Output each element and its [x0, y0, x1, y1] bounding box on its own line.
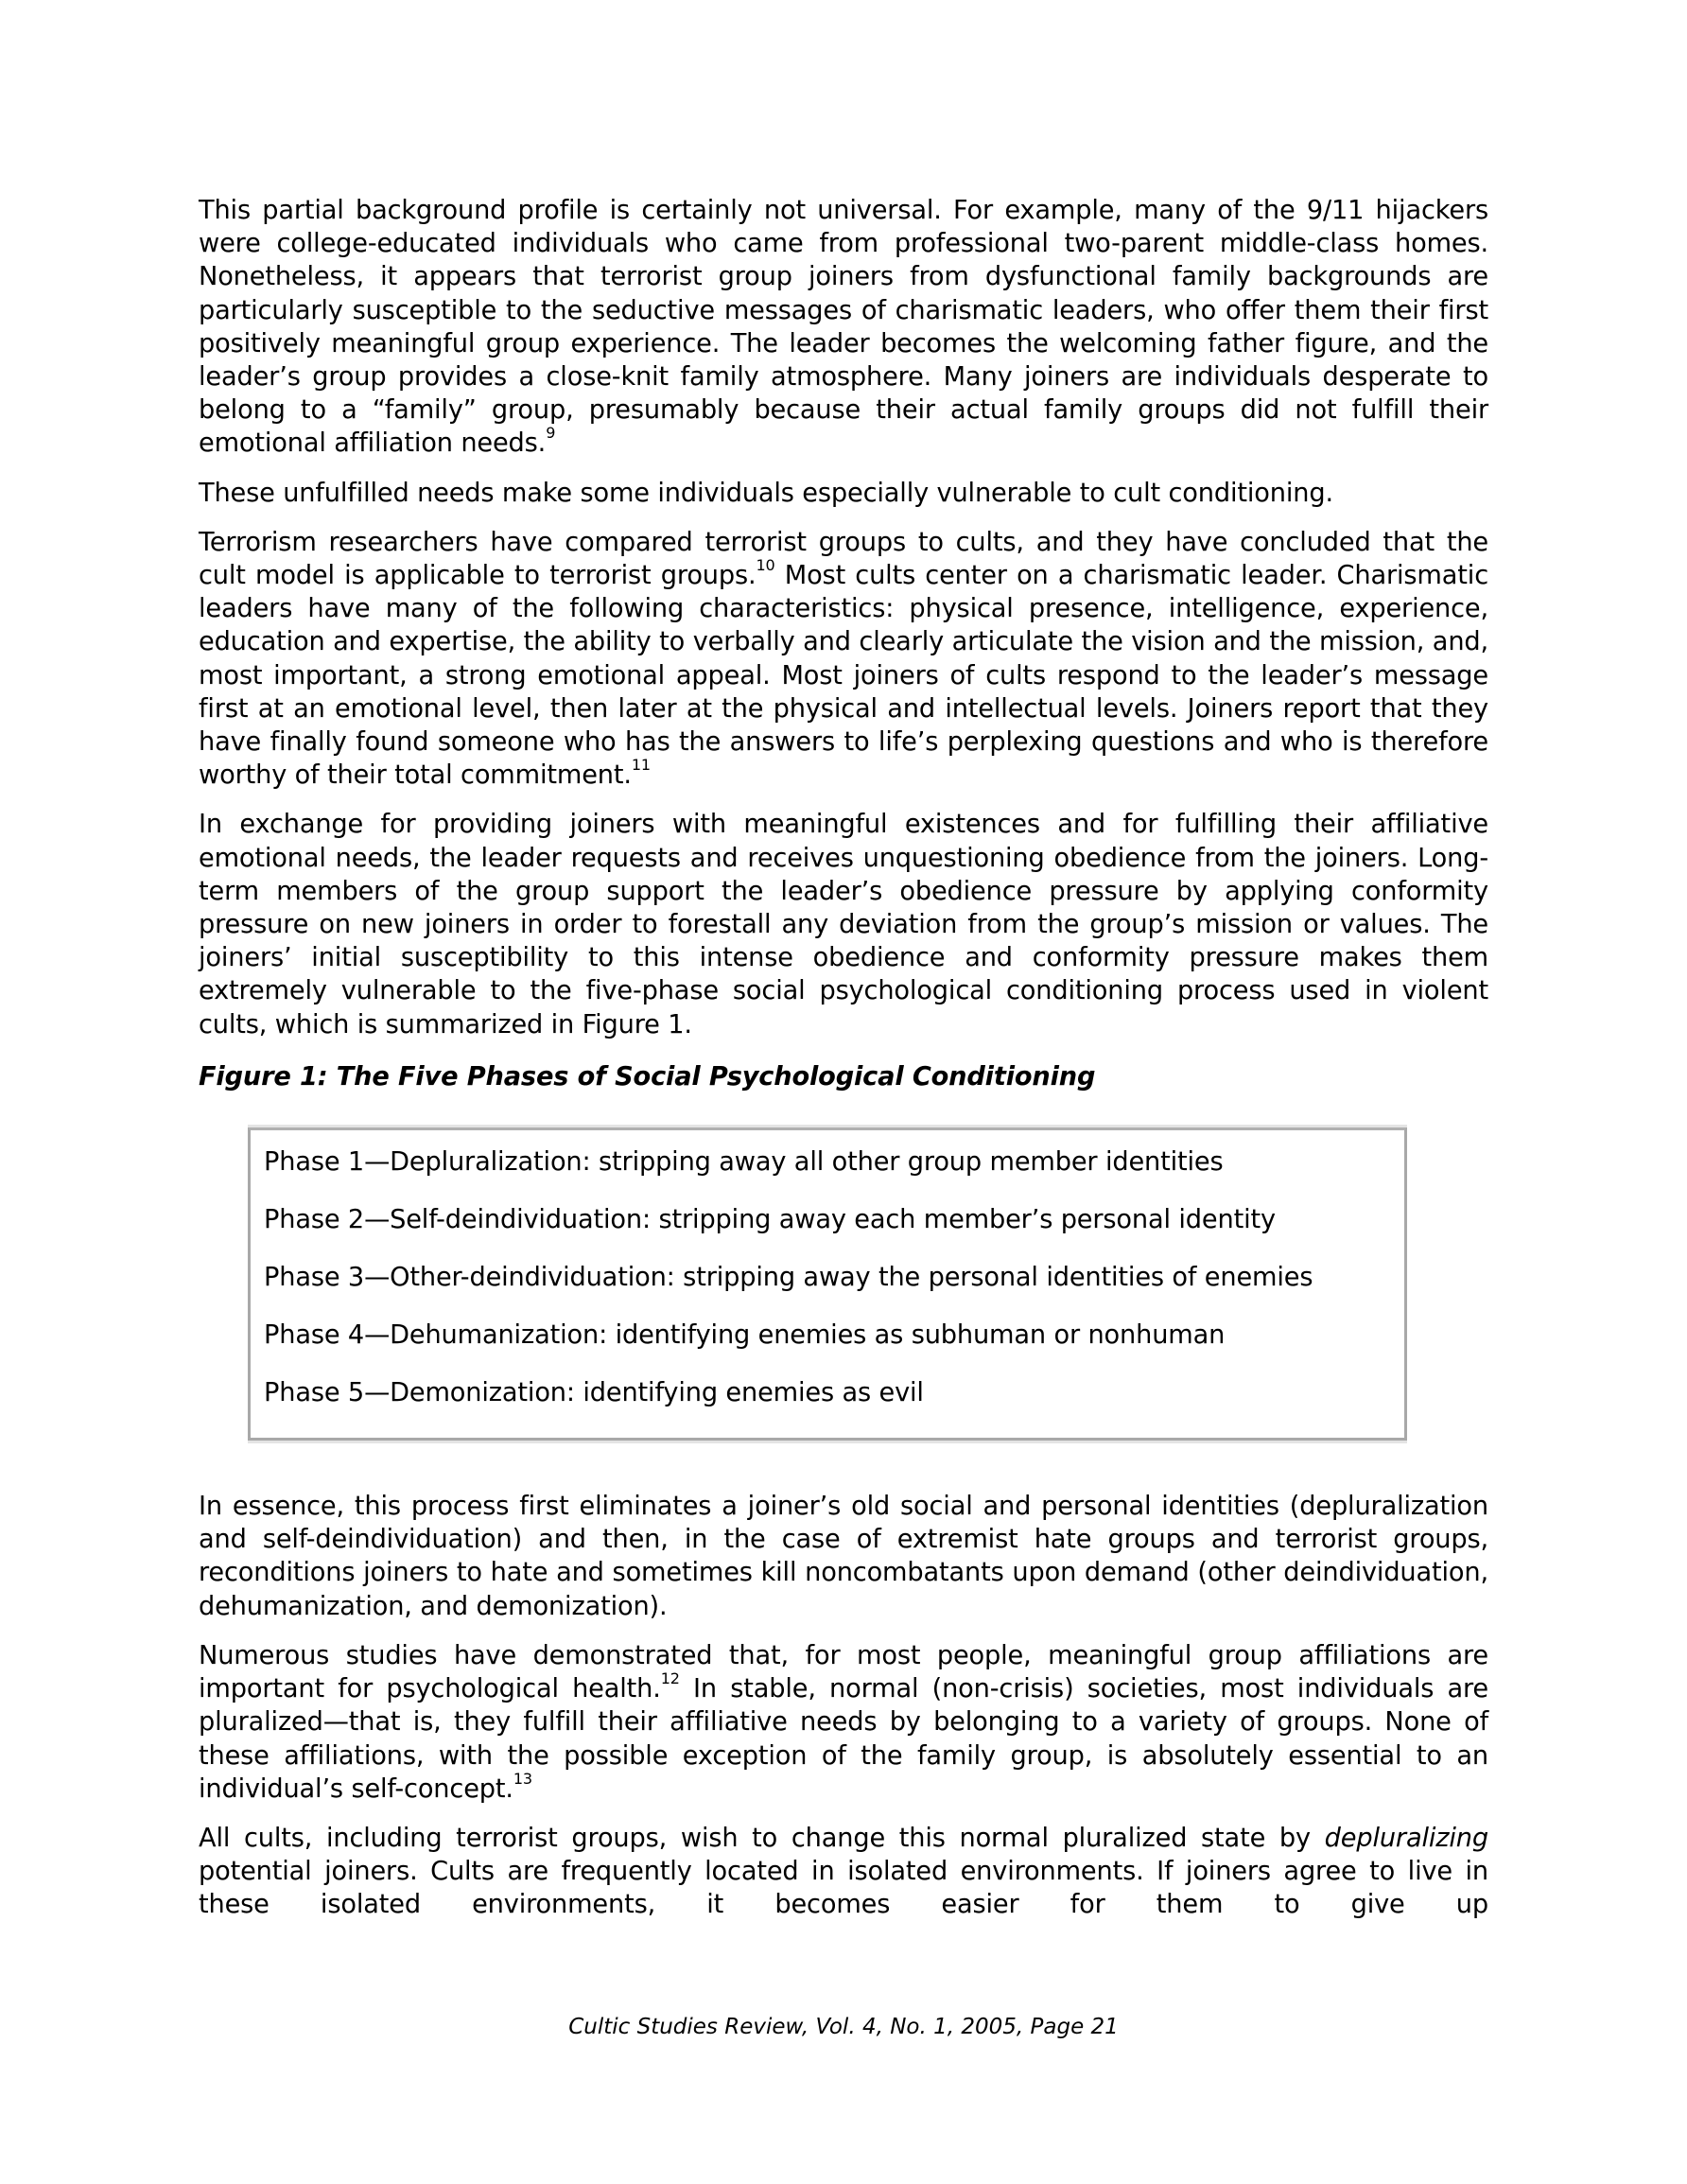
paragraph-text: Terrorism researchers have compared terrorist groups to cults, and they have concluded that the cult model is applicable to terrorist groups. — [199, 527, 1488, 591]
footnote-ref-12[interactable]: 12 — [660, 1669, 680, 1688]
figure-caption: Figure 1: The Five Phases of Social Psychological Conditioning — [199, 1061, 1096, 1092]
footnote-ref-9[interactable]: 9 — [546, 424, 556, 443]
paragraph-text: This partial background profile is certainly not universal. For example, many of the 9/11 hijackers were college-educated individuals who came from professional two-parent middle-class homes. Nonetheless, it appears that terrorist group joiners from dysfunctional family backgrounds are particularly susceptible to the seductive messages of charismatic leaders, who offer them their first positively meaningful group experience. The leader becomes the welcoming father figure, and the leader’s group provides a close-knit family atmosphere. Many joiners are individuals desperate to belong to a “family” group, presumably because their actual family groups did not fulfill their emotional affiliation needs. — [199, 196, 1488, 459]
page-footer: Cultic Studies Review, Vol. 4, No. 1, 2005, Page 21 — [568, 2015, 1119, 2039]
paragraph-text: All cults, including terrorist groups, wish to change this normal pluralized state by — [199, 1823, 1325, 1853]
paragraph-group-affiliations — [199, 1639, 1488, 1806]
footnote-ref-10[interactable]: 10 — [756, 555, 775, 574]
paragraph-depluralizing — [199, 1822, 1488, 1922]
emphasis-text: depluralizing — [1324, 1823, 1488, 1853]
phase-item: Phase 1—Depluralization: stripping away all other group member identities — [264, 1147, 1224, 1178]
figure-box — [248, 1127, 1407, 1441]
document-body — [199, 194, 1488, 1938]
paragraph-text: In stable, normal (non-crisis) societies, most individuals are pluralized—that is, they fulfill their affiliative needs by belonging to a variety of groups. None of these affiliations, with the possible exception of the family group, is absolutely essential to an individual’s self-concept. — [199, 1674, 1488, 1804]
paragraph-background-profile — [199, 194, 1488, 461]
paragraph-in-essence — [199, 1490, 1488, 1623]
paragraph-text: Numerous studies have demonstrated that, for most people, meaningful group affiliations are important for psychological health. — [199, 1640, 1488, 1704]
phase-item: Phase 3—Other-deindividuation: stripping away the personal identities of enemies — [264, 1263, 1313, 1293]
paragraph-text: These unfulfilled needs make some individuals especially vulnerable to cult conditioning. — [199, 478, 1333, 508]
paragraph-cult-model — [199, 526, 1488, 793]
phase-item: Phase 5—Demonization: identifying enemies as evil — [264, 1378, 924, 1408]
phase-item: Phase 2—Self-deindividuation: stripping away each member’s personal identity — [264, 1205, 1276, 1235]
footnote-ref-13[interactable]: 13 — [513, 1769, 532, 1788]
footnote-ref-11[interactable]: 11 — [631, 756, 651, 775]
paragraph-obedience — [199, 808, 1488, 1040]
phase-item: Phase 4—Dehumanization: identifying enemies as subhuman or nonhuman — [264, 1320, 1226, 1351]
paragraph-text: In exchange for providing joiners with meaningful existences and for fulfilling their affiliative emotional needs, the leader requests and receives unquestioning obedience from the joiners. Long-term members of the group support the leader’s obedience pressure by applying conformity pressure on new joiners in order to forestall any deviation from the group’s mission or values. The joiners’ initial susceptibility to this intense obedience and conformity pressure makes them extremely vulnerable to the five-phase social psychological conditioning process used in violent cults, which is summarized in Figure 1. — [199, 810, 1488, 1040]
paragraph-unfulfilled-needs — [199, 477, 1488, 510]
paragraph-text: In essence, this process first eliminates a joiner’s old social and personal identities (depluralization and self-deindividuation) and then, in the case of extremist hate groups and terrorist groups, reconditions joiners to hate and sometimes kill noncombatants upon demand (other deindividuation, dehumanization, and demonization). — [199, 1492, 1488, 1621]
paragraph-text: potential joiners. Cults are frequently located in isolated environments. If joiners agree to live in these isolated environments, it becomes easier for them to give up — [199, 1857, 1488, 1920]
paragraph-text: Most cults center on a charismatic leader. Charismatic leaders have many of the following characteristics: physical presence, intelligence, experience, education and expertise, the ability to verbally and clearly articulate the vision and the mission, and, most important, a strong emotional appeal. Most joiners of cults respond to the leader’s message first at an emotional level, then later at the physical and intellectual levels. Joiners report that they have finally found someone who has the answers to life’s perplexing questions and who is therefore worthy of their total commitment. — [199, 561, 1488, 791]
